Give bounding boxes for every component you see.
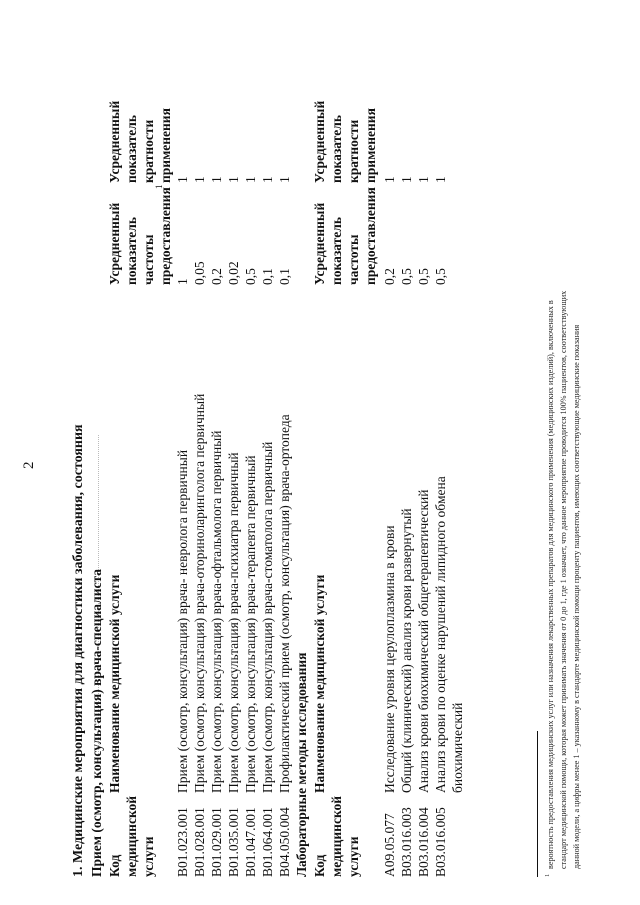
lab-code: A09.05.077 (382, 813, 397, 877)
lab-name: Анализ крови по оценке нарушений липидного обмена (433, 476, 448, 793)
header-frequency-line-2: показатель (124, 216, 139, 285)
lab-header-frequency-line-3: частоты (346, 234, 361, 285)
lab-multiplicity: 1 (433, 176, 448, 183)
header-code-line-1: Код (107, 854, 122, 877)
header-service-name: Наименование медицинской услуги (107, 574, 122, 793)
lab-multiplicity: 1 (399, 176, 414, 183)
section-title: 1. Медицинские мероприятия для диагностики заболевания, состояния (71, 424, 86, 877)
header-multiplicity-line-4: применения (158, 108, 173, 183)
lab-subtitle: Лабораторные методы исследования (294, 652, 309, 877)
lab-header-frequency-line-2: показатель (329, 216, 344, 285)
consultation-frequency: 0,1 (260, 268, 275, 285)
lab-header-frequency-line-1: Усредненный (312, 202, 327, 285)
header-code-line-2: медицинской (124, 795, 139, 877)
lab-code: B03.016.004 (416, 807, 431, 877)
lab-header-multiplicity-line-1: Усредненный (312, 100, 327, 183)
header-frequency-line-4: предоставления (158, 187, 173, 285)
consultation-name: Профилактический прием (осмотр, консультация) врача-ортопеда (277, 414, 292, 793)
lab-header-code-line-3: услуги (346, 836, 361, 877)
lab-code: B03.016.003 (399, 807, 414, 877)
consultation-code: B01.028.001 (192, 807, 207, 877)
consultation-frequency: 0,05 (192, 261, 207, 285)
header-frequency-line-3: частоты (141, 234, 156, 285)
footnote-separator (537, 731, 538, 877)
lab-name: Анализ крови биохимический общетерапевтический (416, 489, 431, 793)
consultation-frequency: 0,2 (209, 268, 224, 285)
footnote-reference-mark: 1 (154, 184, 164, 189)
consultation-multiplicity: 1 (243, 176, 258, 183)
consultations-subtitle: Прием (осмотр, консультация) врача-специалиста (89, 568, 104, 877)
consultation-multiplicity: 1 (260, 176, 275, 183)
consultation-code: B01.035.001 (226, 807, 241, 877)
lab-frequency: 0,2 (382, 268, 397, 285)
consultation-multiplicity: 1 (209, 176, 224, 183)
lab-header-service-name: Наименование медицинской услуги (312, 574, 327, 793)
footnote-line: данной модели, а цифры менее 1 – указанному в стандарте медицинской помощи проценту пациентов, имеющих соответствующие медицинские показания (572, 324, 581, 869)
consultation-name: Прием (осмотр, консультация) врача-офтальмолога первичный (209, 430, 224, 793)
consultation-frequency: 0,1 (277, 268, 292, 285)
consultation-name: Прием (осмотр, консультация) врача-терапевта первичный (243, 455, 258, 793)
lab-header-multiplicity-line-3: кратности (346, 119, 361, 183)
footnote-line: стандарт медицинской помощи, которая может принимать значения от 0 до 1, где 1 означает, что данное мероприятие проводится 100% пациентов, соответствующих (559, 290, 568, 869)
consultation-frequency: 0,02 (226, 261, 241, 285)
consultation-frequency: 1 (175, 278, 190, 285)
lab-name-continuation: биохимический (450, 702, 465, 793)
footnote-mark: 1 (544, 873, 551, 877)
lab-frequency: 0,5 (433, 268, 448, 285)
footnote-line: вероятность предоставления медицинских услуг или назначения лекарственных препаратов для медицинского применения (медицинских изделий), включенных в (546, 300, 555, 869)
page-number: 2 (21, 461, 37, 469)
consultation-name: Прием (осмотр, консультация) врача-стоматолога первичный (260, 441, 275, 793)
consultation-code: B01.047.001 (243, 807, 258, 877)
lab-header-multiplicity-line-4: применения (363, 108, 378, 183)
consultation-multiplicity: 1 (192, 176, 207, 183)
consultation-multiplicity: 1 (277, 176, 292, 183)
lab-name: Исследование уровня церулоплазмина в крови (382, 525, 397, 793)
header-multiplicity-line-3: кратности (141, 119, 156, 183)
consultation-code: B01.029.001 (209, 807, 224, 877)
lab-name: Общий (клинический) анализ крови развернутый (399, 508, 414, 793)
consultation-name: Прием (осмотр, консультация) врача-оториноларинголога первичный (192, 393, 207, 793)
header-multiplicity-line-1: Усредненный (107, 100, 122, 183)
consultation-multiplicity: 1 (175, 176, 190, 183)
header-frequency-line-1: Усредненный (107, 202, 122, 285)
lab-header-code-line-1: Код (312, 854, 327, 877)
lab-frequency: 0,5 (416, 268, 431, 285)
lab-header-multiplicity-line-2: показатель (329, 114, 344, 183)
consultation-code: B04.050.004 (277, 807, 292, 877)
lab-code: B03.016.005 (433, 807, 448, 877)
consultation-multiplicity: 1 (226, 176, 241, 183)
lab-header-frequency-line-4: предоставления (363, 187, 378, 285)
lab-multiplicity: 1 (382, 176, 397, 183)
lab-multiplicity: 1 (416, 176, 431, 183)
consultation-name: Прием (осмотр, консультация) врача-психиатра первичный (226, 452, 241, 793)
consultation-frequency: 0,5 (243, 268, 258, 285)
header-multiplicity-line-2: показатель (124, 114, 139, 183)
header-code-line-3: услуги (141, 836, 156, 877)
consultation-code: B01.064.001 (260, 807, 275, 877)
lab-header-code-line-2: медицинской (329, 795, 344, 877)
consultation-name: Прием (осмотр, консультация) врача- невролога первичный (175, 449, 190, 793)
lab-frequency: 0,5 (399, 268, 414, 285)
consultation-code: B01.023.001 (175, 807, 190, 877)
